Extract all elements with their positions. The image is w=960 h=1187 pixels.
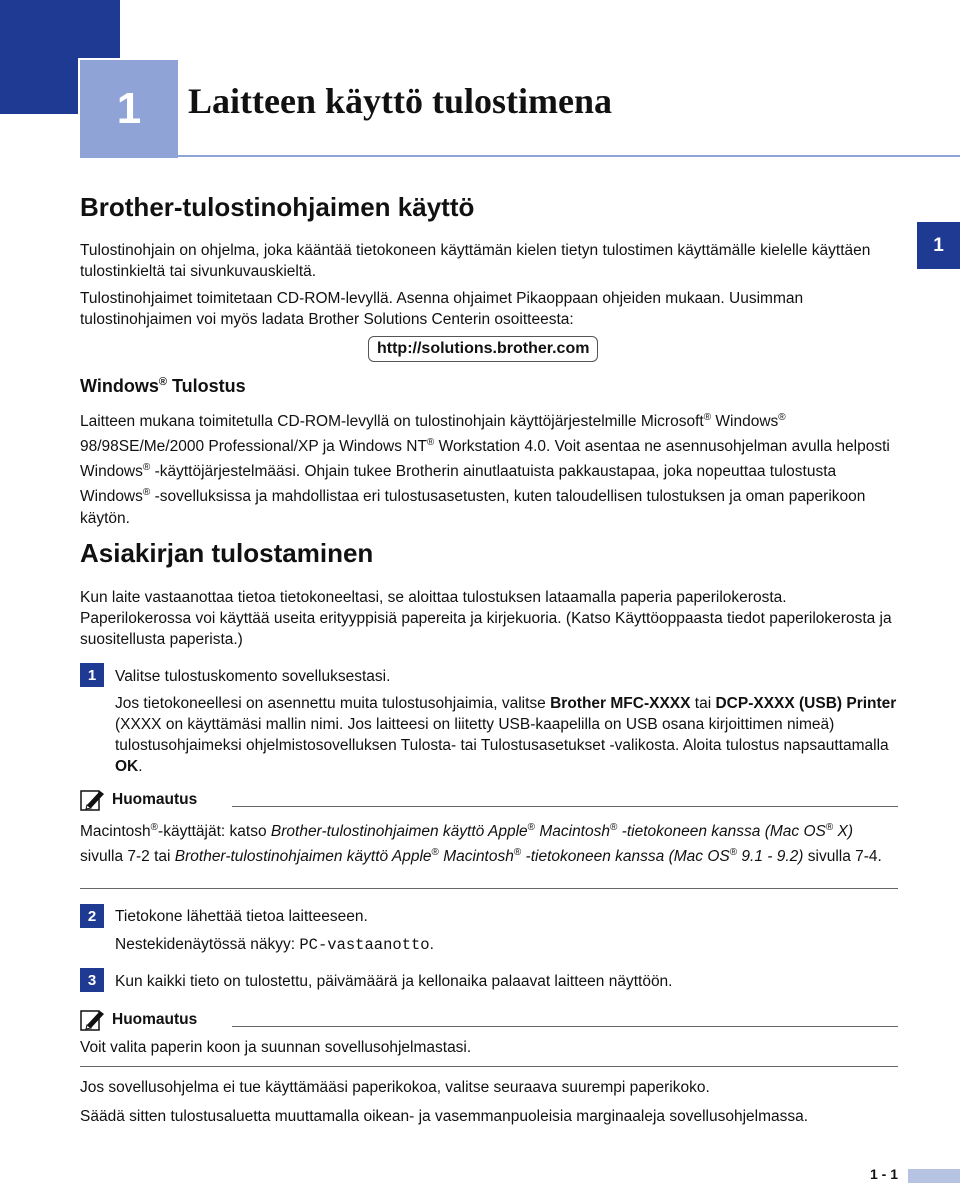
solutions-url-link[interactable]: http://solutions.brother.com bbox=[368, 336, 598, 362]
chapter-title-rule bbox=[178, 155, 960, 157]
subsection-title-windows-printing: Windows® Tulostus bbox=[80, 376, 246, 396]
paragraph-printing-intro: Kun laite vastaanottaa tietoa tietokoneeltasi, se aloittaa tulostuksen lataamalla paperia paperilokerosta. Paperilokerossa voi käyttää useita erityyppisiä papereita ja kirjekuoria. (Katso Käyttöoppaasta tiedot paperilokerosta ja suositellusta paperista.) bbox=[80, 589, 892, 648]
note-1-heading bbox=[80, 788, 197, 812]
step-1-number: 1 bbox=[80, 663, 104, 687]
note-2-title: Huomautus bbox=[112, 1011, 198, 1028]
step-2-number: 2 bbox=[80, 904, 104, 928]
footer-bar bbox=[908, 1169, 960, 1183]
paragraph-driver-install: Tulostinohjaimet toimitetaan CD-ROM-levyllä. Asenna ohjaimet Pikaoppaan ohjeiden mukaan. Uusimman tulostinohjaimen voi myös ladata Brother Solutions Centerin osoitteesta: bbox=[80, 290, 804, 328]
step-2-detail: Nestekidenäytössä näkyy: PC-vastaanotto. bbox=[115, 936, 434, 954]
chapter-title: Laitteen käyttö tulostimena bbox=[188, 81, 612, 121]
note-1-text: Macintosh®-käyttäjät: katso Brother-tulostinohjaimen käyttö Apple® Macintosh® -tietokoneen kanssa (Mac OS® X) sivulla 7-2 tai Brother-tulostinohjaimen käyttö Apple® Macintosh® -tietokoneen kanssa (Mac OS® 9.1 - 9.2) sivulla 7-4. bbox=[80, 822, 882, 866]
closing-paragraph-2: Säädä sitten tulostusaluetta muuttamalla oikean- ja vasemmanpuoleisia marginaaleja sovellusohjelmassa. bbox=[80, 1108, 809, 1125]
header-corner-block bbox=[0, 0, 120, 58]
closing-paragraph-1: Jos sovellusohjelma ei tue käyttämääsi paperikokoa, valitse seuraava suurempi paperikoko. bbox=[80, 1079, 710, 1096]
chapter-number: 1 bbox=[80, 60, 178, 158]
step-1-text: Valitse tulostuskomento sovelluksestasi. bbox=[115, 668, 391, 685]
step-3-text: Kun kaikki tieto on tulostettu, päivämäärä ja kellonaika palaavat laitteen näyttöön. bbox=[115, 973, 673, 990]
note-2-heading bbox=[80, 1008, 197, 1032]
note-1-title: Huomautus bbox=[112, 791, 198, 808]
section-title-printer-driver: Brother-tulostinohjaimen käyttö bbox=[80, 192, 475, 222]
note-1-top-rule bbox=[232, 806, 898, 807]
section-title-document-printing: Asiakirjan tulostaminen bbox=[80, 538, 374, 568]
step-3-number: 3 bbox=[80, 968, 104, 992]
paragraph-windows-printing: Laitteen mukana toimitetulla CD-ROM-levyllä on tulostinohjain käyttöjärjestelmille Microsoft® Windows® 98/98SE/Me/2000 Professional/XP ja Windows NT® Workstation 4.0. Voit asentaa ne asennusohjelman avulla helposti Windows® -käyttöjärjestelmääsi. Ohjain tukee Brotherin ainutlaatuista pakkaustapaa, joka nopeuttaa tulostusta Windows® -sovelluksissa ja mahdollistaa eri tulostusasetusten, kuten taloudellisen tulostuksen ja oman paperikoon käytön. bbox=[80, 412, 890, 527]
note-pencil-icon bbox=[80, 788, 106, 812]
paragraph-driver-intro: Tulostinohjain on ohjelma, joka kääntää tietokoneen käyttämän kielen tietyn tulostimen käyttämälle kielelle käyttäen tulostinkieltä tai sivunkuvauskieltä. bbox=[80, 242, 871, 280]
note-1-bottom-rule bbox=[80, 888, 898, 889]
note-2-text: Voit valita paperin koon ja suunnan sovellusohjelmastasi. bbox=[80, 1039, 472, 1056]
step-2-text: Tietokone lähettää tietoa laitteeseen. bbox=[115, 908, 368, 925]
page-number: 1 - 1 bbox=[870, 1166, 899, 1182]
header-corner-strip bbox=[0, 58, 78, 114]
step-1-detail: Jos tietokoneellesi on asennettu muita tulostusohjaimia, valitse Brother MFC-XXXX tai DCP-XXXX (USB) Printer (XXXX on käyttämäsi mallin nimi. Jos laitteesi on liitetty USB-kaapelilla on USB osana kirjoittimen nimeä) tulostusohjaimeksi ohjelmistosovelluksen Tulosta- tai Tulostusasetukset -valikosta. Aloita tulostus napsauttamalla OK. bbox=[115, 695, 897, 775]
note-pencil-icon bbox=[80, 1008, 106, 1032]
note-2-bottom-rule bbox=[80, 1066, 898, 1067]
chapter-side-tab: 1 bbox=[917, 222, 960, 269]
note-2-top-rule bbox=[232, 1026, 898, 1027]
